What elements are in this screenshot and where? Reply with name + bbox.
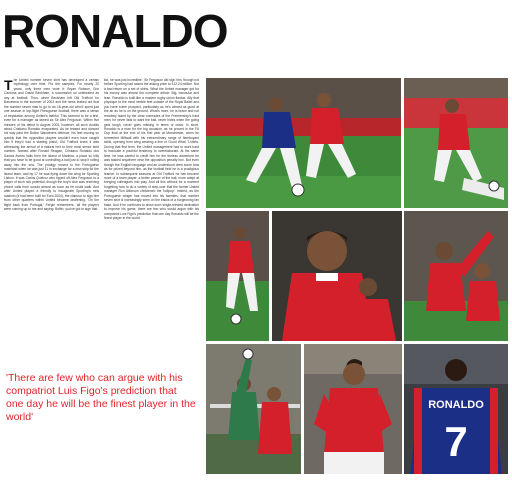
- photo-goalkeeper-header: [206, 344, 301, 474]
- article-column-1: [4, 78, 99, 368]
- shirt-number-text: 7: [444, 418, 468, 465]
- photo-portrait-smile: [272, 211, 402, 341]
- article-text-col1: he United number seven shirt has developed a certain mythology over time. Put the samples. For nearly 20 years, only three men wore it: Bryan Robson, Eric Cantona and David Beckham, a succession so celebrated as any at football. Thus, when Beckham left Old Trafford for Barcelona in the summer of 2003 and the news leaked out that the number seven was to go to an 18-year-old who'd spent just one season in top-flight Portuguese football, there was a sense of trepidation among United's faithful. This seemed to be a test, even for a manager as famed as Sir Alex Ferguson. Within five minutes of his debut in August 2003, however, all such doubts about Cristiano Ronaldo evaporated. As he teased and danced his way past the Bolton Wanderers defence, his feet moving so quickly that the opposition players wouldn't even have caught him if they'd had a starting pistol, Old Trafford knew it was witnessing the arrival of a natural heir to their most senior shirt number. Named after Ronald Reagan, Cristiano Ronaldo dos Santos Aveiro hails from the island of Madeira, a place so hilly that you have to be good at controlling a ball just to stop it rolling away into the sea. The prodigy moved to the Portuguese mainland when he was just 11 in exchange for a new strip for the island team, and by 17 he was flying down the wing for Sporting Lisbon. It was Carlos Queiroz who tipped off Alex Ferguson to a player of such rich potential, though the boy's club was receiving phone calls from scouts almost as soon as he could walk. And after United played a friendly to inaugurate Sporting's new stadium (it had been built for Euro 2004), the clamour to sign him from other quarters within United became deafening. 'On the flight back from Portugal,' Fergie remembers, 'all the players were coming up to me and saying: Boffin, you've got to sign that: [4, 78, 99, 212]
- photo-red-kit-runner: [404, 78, 508, 208]
- article-column-2: [104, 78, 199, 368]
- photo-hands-on-hips: [304, 344, 402, 474]
- photo-celebration: [404, 211, 508, 341]
- photo-action-tackle: [206, 78, 401, 208]
- photo-back-number: [404, 344, 508, 474]
- article-text-col2: kid, he was just incredible.' Sir Ferguson did sign him, though not before Sporting had raised the asking price to £12.24 million. Not a bad return on a set of shirts. What the United manager got for his money was almost the complete article. Big, muscular and lean, Ronaldo is built like a modern rugby union flanker. Ally that physique to the most nimble feet outside of the Royal Ballet and you have some prospect, particularly as he's almost as good at the air as he is on the ground. What's more, he is brave and not remotely fazed by the clear comrades of the Premiership's hard men; he never fails to want the ball, never hides when the going gets tough, never goes missing in times of crisis. In short, Ronaldo is a man for the big occasion, as he proved in the FA Cup final at the end of his first year at Manchester, when he tormented Millwall with his extraordinary range of flamboyant skills, opening from wing wearing a line of 'Good What' T-shirts. During that first term, the United management had to work hard to inculcate a youthful tendency to overelaborate. At the same time, he was careful to credit him for the tireless adventure he was tasked anywhere near the opposition penalty box. But even though the English language and an understood drew some how as for prized beyond him, as the football field he is a prodigious learner. In subsequent seasons at Old Trafford he has become more of a team player, a better passer of the ball, more adept at bringing colleagues into play. And all this without for a moment forgetting how to do a variety of step-over that the former United manager Ron Atkinson christened the 'lollipop'. Indeed, as the Portuguese winger has moved into his twenties, that number seven shirt is increasingly seen on the backs of a burgeoning fan base. And if he continues to show such single-minded dedication to improve his game, there are few who would argue with his compatriot Luis Figo's prediction that one day Ronaldo will be the finest player in the world.: [104, 78, 199, 221]
- page-title: RONALDO: [2, 5, 228, 57]
- drop-cap: T: [4, 78, 13, 93]
- photo-ball-control: [206, 211, 269, 341]
- pull-quote: 'There are few who can argue with his compatriot Luis Figo's prediction that one day he will be the finest player in the world': [6, 372, 196, 423]
- shirt-name-text: RONALDO: [428, 399, 484, 411]
